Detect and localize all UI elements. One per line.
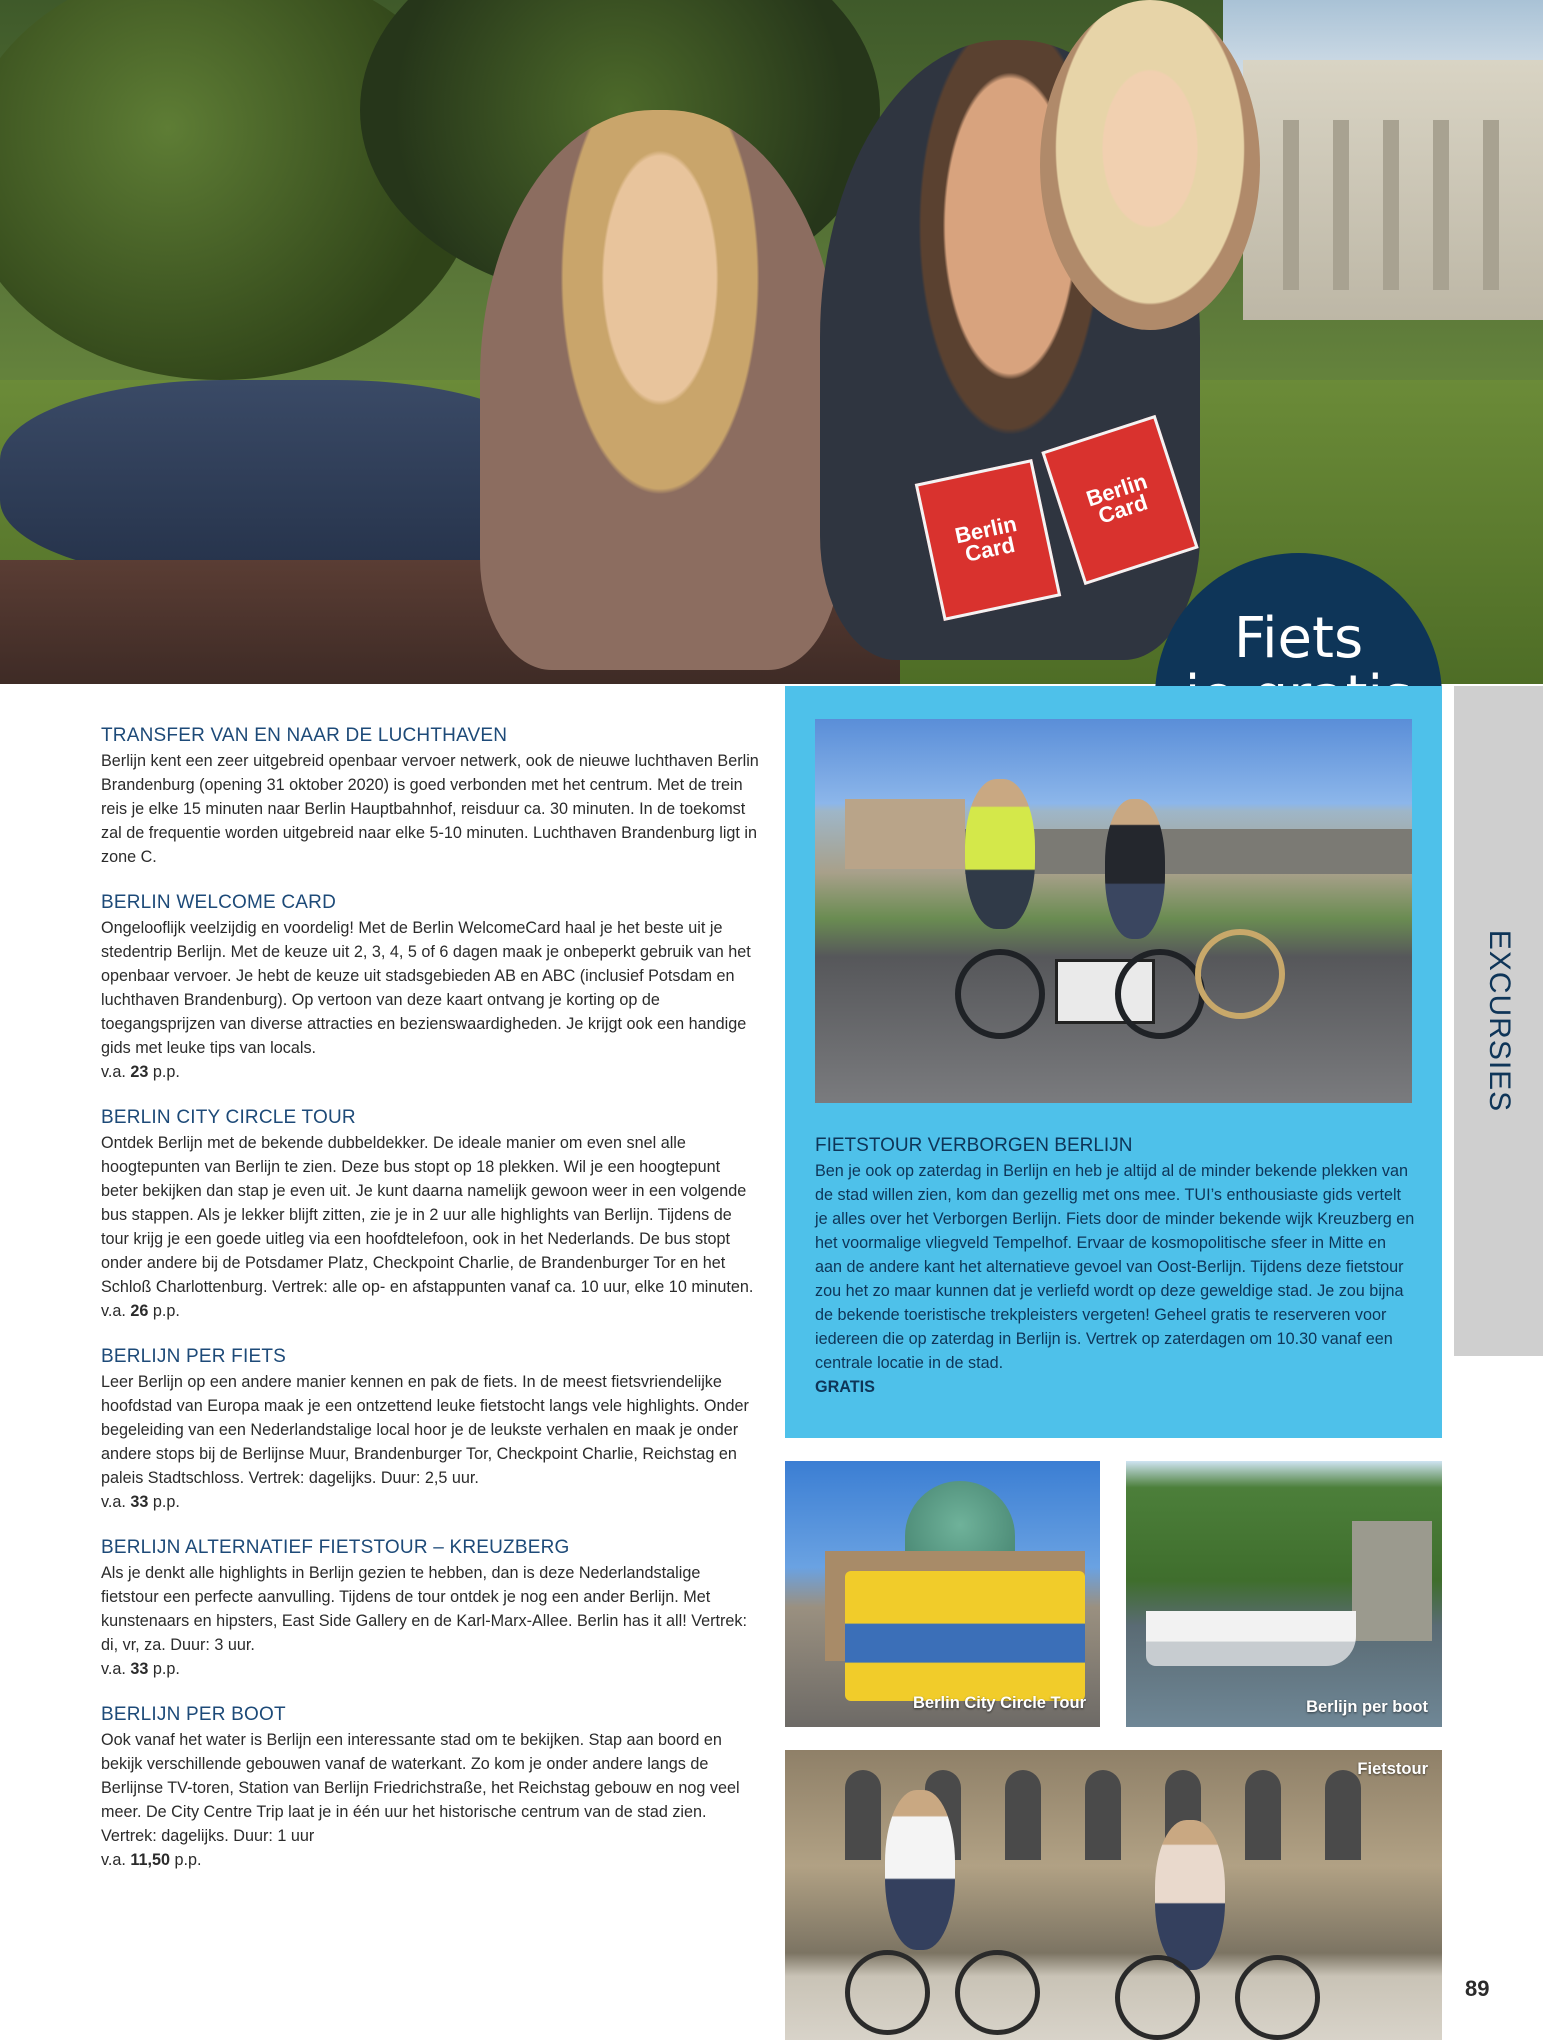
excursion-description: Ontdek Berlijn met de bekende dubbeldekker. De ideale manier om even snel alle hoogtepunten van Berlijn te zien. Deze bus stopt op 18 plekken. Wil je een hoogtepunt beter bekijken dan stap je even uit. Je kunt daarna namelijk gewoon weer in een volgende bus stappen. Als je lekker blijft zitten, zie je in 2 uur alle highlights van Berlijn. Tijdens de tour krijg je een goede uitleg via een hoofdtelefoon, ook in het Nederlands. De bus stopt onder andere bij de Potsdamer Platz, Checkpoint Charlie, de Brandenburger Tor en het Schloß Charlottenburg. Vertrek: alle op- en afstappunten vanaf ca. 10 uur, elke 10 minuten.	[101, 1134, 754, 1296]
excursion-description: Ongelooflijk veelzijdig en voordelig! Met de Berlin WelcomeCard haal je het beste uit je stedentrip Berlijn. Met de keuze uit 2, 3, 4, 5 of 6 dagen maak je onbeperkt gebruik van het openbaar vervoer. Je hebt de keuze uit stadsgebieden AB en ABC (inclusief Potsdam en luchthaven Brandenburg). Op vertoon van deze kaart ontvang je korting op de toegangsprijzen van diverse attracties en bezienswaardigheden. Je krijgt ook een handige gids met leuke tips van locals.	[101, 919, 751, 1057]
excursion-price: v.a. 26 p.p.	[101, 1302, 180, 1320]
city-circle-bus-photo	[785, 1461, 1100, 1727]
berlin-card-booklet: Berlin Card	[1041, 415, 1198, 585]
excursion-item	[101, 1106, 761, 1323]
photo-caption: Berlin City Circle Tour	[913, 1694, 1086, 1712]
excursion-item	[101, 1536, 761, 1681]
excursion-description: Ook vanaf het water is Berlijn een interessante stad om te bekijken. Stap aan boord en bekijk verschillende gebouwen vanaf de waterkant. Zo kom je onder andere langs de Berlijnse TV-toren, Station van Berlijn Friedrichstraße, het Reichstag gebouw en nog veel meer. De City Centre Trip laat je in één uur het historische centrum van de stad zien. Vertrek: dagelijks. Duur: 1 uur	[101, 1731, 740, 1845]
section-tab	[1454, 686, 1543, 1356]
excursion-description: Leer Berlijn op een andere manier kennen en pak de fiets. In de meest fietsvriendelijke hoofdstad van Europa maak je een ontzettend leuke fietstocht langs vele highlights. Onder begeleiding van een Nederlandstalige local hoor je de leukste verhalen en maak je onder andere stops bij de Berlijnse Muur, Brandenburger Tor, Checkpoint Charlie, Reichstag en paleis Stadtschloss. Vertrek: dagelijks. Duur: 2,5 uur.	[101, 1373, 749, 1487]
excursion-item	[101, 891, 761, 1084]
excursions-list	[101, 724, 761, 1894]
boat-tour-photo	[1126, 1461, 1442, 1727]
badge-line: Fiets	[1233, 605, 1364, 671]
excursion-price: v.a. 11,50 p.p.	[101, 1851, 202, 1869]
featured-tour-description: Ben je ook op zaterdag in Berlijn en heb je altijd al de minder bekende plekken van de stad willen zien, kom dan gezellig met ons mee. TUI’s enthousiaste gids vertelt je alles over het Verborgen Berlijn. Fiets door de minder bekende wijk Kreuzberg en het voormalige vliegveld Tempelhof. Ervaar de kosmopolitische sfeer in Mitte en aan de andere kant het alternatieve gevoel van Oost-Berlijn. Tijdens deze fietstour zou het zo maar kunnen dat je verliefd wordt op deze geweldige stad. Je zou bijna de bekende toeristische trekpleisters vergeten! Geheel gratis te reserveren voor iedereen die op zaterdag in Berlijn is. Vertrek op zaterdagen om 10.30 vanaf een centrale locatie in de stad.	[815, 1162, 1415, 1372]
excursion-title: BERLIJN PER BOOT	[101, 1704, 286, 1725]
excursion-item	[101, 1345, 761, 1514]
photo-caption: Fietstour	[1357, 1760, 1428, 1778]
excursion-price: v.a. 23 p.p.	[101, 1063, 180, 1081]
featured-bike-tour-box	[785, 686, 1442, 1438]
excursion-item	[101, 1703, 761, 1872]
berlin-card-booklet: Berlin Card	[915, 459, 1061, 621]
excursion-title: BERLIJN PER FIETS	[101, 1346, 286, 1367]
photo-caption: Berlijn per boot	[1306, 1698, 1428, 1716]
excursion-description: Als je denkt alle highlights in Berlijn gezien te hebben, dan is deze Nederlandstalige fietstour een perfecte aanvulling. Tijdens de tour ontdek je nog een ander Berlijn. Met kunstenaars en hipsters, East Side Gallery en de Karl-Marx-Allee. Berlin has it all! Vertrek: di, vr, za. Duur: 3 uur.	[101, 1564, 747, 1654]
section-tab-label: EXCURSIES	[1482, 929, 1516, 1113]
excursion-title: BERLIN WELCOME CARD	[101, 892, 337, 913]
excursion-title: TRANSFER VAN EN NAAR DE LUCHTHAVEN	[101, 725, 508, 746]
excursion-title: BERLIN CITY CIRCLE TOUR	[101, 1107, 356, 1128]
cycling-tour-photo	[785, 1750, 1442, 2040]
bike-tour-photo	[815, 719, 1412, 1103]
featured-tour-price: GRATIS	[815, 1378, 875, 1396]
excursion-item	[101, 724, 761, 869]
featured-tour-title: FIETSTOUR VERBORGEN BERLIJN	[815, 1135, 1133, 1156]
excursion-price: v.a. 33 p.p.	[101, 1660, 180, 1678]
excursion-title: BERLIJN ALTERNATIEF FIETSTOUR – KREUZBERG	[101, 1537, 570, 1558]
excursion-description: Berlijn kent een zeer uitgebreid openbaar vervoer netwerk, ook de nieuwe luchthaven Berlin Brandenburg (opening 31 oktober 2020) is goed verbonden met het centrum. Met de trein reis je elke 15 minuten naar Berlin Hauptbahnhof, reisduur ca. 30 minuten. In de toekomst zal de frequentie worden uitgebreid naar elke 5-10 minuten. Luchthaven Brandenburg ligt in zone C.	[101, 752, 759, 866]
excursion-price: v.a. 33 p.p.	[101, 1493, 180, 1511]
page-number: 89	[1465, 1976, 1490, 2001]
